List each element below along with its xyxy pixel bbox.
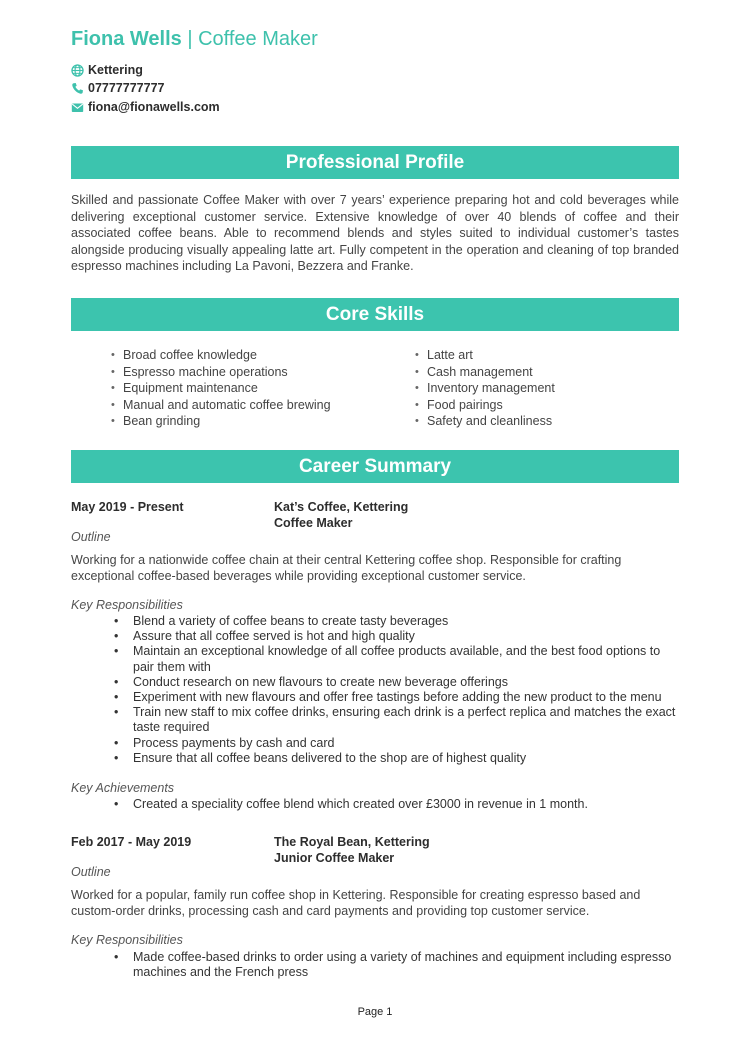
skill-item: • Manual and automatic coffee brewing [111,397,331,414]
resume-header [71,28,318,51]
candidate-name: Fiona Wells [71,28,182,50]
responsibility-item: • Ensure that all coffee beans delivered to the shop are of highest quality [133,751,679,766]
location-text: Kettering [88,63,143,77]
section-header-skills: Core Skills [71,298,679,331]
outline-label: Outline [71,865,111,879]
skill-item: • Latte art [415,347,555,364]
section-header-profile: Professional Profile [71,146,679,179]
responsibilities-label: Key Responsibilities [71,598,183,612]
job-company: Kat’s Coffee, Kettering [274,500,409,514]
responsibility-item: • Train new staff to mix coffee drinks, ensuring each drink is a perfect replica and matches the exact taste required [133,705,679,735]
responsibility-item: • Conduct research on new flavours to create new beverage offerings [133,675,679,690]
page-number: Page 1 [357,1006,393,1018]
responsibilities-list [133,950,679,980]
envelope-icon [71,101,84,114]
responsibility-item: • Blend a variety of coffee beans to create tasty beverages [133,614,679,629]
job-dates: May 2019 - Present [71,500,184,514]
responsibility-item: • Process payments by cash and card [133,736,679,751]
job-employer [274,835,430,866]
job-company: The Royal Bean, Kettering [274,835,430,849]
skill-item: • Bean grinding [111,413,331,430]
responsibility-item: • Made coffee-based drinks to order using a variety of machines and equipment including espresso machines and the French press [133,950,679,980]
skill-item: • Inventory management [415,380,555,397]
job-dates: Feb 2017 - May 2019 [71,835,192,849]
responsibility-item: • Assure that all coffee served is hot and high quality [133,629,679,644]
responsibility-item: • Experiment with new flavours and offer free tastings before adding the new product to the menu [133,690,679,705]
job-outline: Working for a nationwide coffee chain at their central Kettering coffee shop. Responsible for crafting exceptional coffee-based beverages while providing exceptional customer service. [71,553,622,583]
skills-list-left [111,347,331,430]
profile-text: Skilled and passionate Coffee Maker with over 7 years’ experience preparing hot and cold beverages while delivering exceptional customer service. Extensive knowledge of over 40 blends of coffee and their associated coffee beans. Able to recommend blends and styles suited to individual customer’s tastes alongside producing visually appealing latte art. Fully competent in the operation and cleaning of top branded espresso machines including La Pavoni, Bezzera and Franke. [71,193,679,273]
contact-email[interactable] [71,100,220,114]
achievements-label: Key Achievements [71,781,175,795]
skill-item: • Safety and cleanliness [415,413,555,430]
phone-icon [71,82,84,95]
skill-item: • Cash management [415,364,555,381]
skill-item: • Food pairings [415,397,555,414]
job-outline: Worked for a popular, family run coffee shop in Kettering. Responsible for creating espresso based and custom-order drinks, processing cash and card payments and providing top customer service. [71,888,641,918]
skill-item: • Espresso machine operations [111,364,331,381]
responsibilities-list [133,614,679,766]
job-title: Junior Coffee Maker [274,850,395,865]
section-header-career: Career Summary [71,450,679,483]
job-employer [274,500,408,531]
job-title: Coffee Maker [274,515,353,530]
achievement-item: • Created a speciality coffee blend which created over £3000 in revenue in 1 month. [133,797,679,812]
outline-label: Outline [71,530,111,544]
responsibility-item: • Maintain an exceptional knowledge of all coffee products available, and the best food options to pair them with [133,644,679,674]
contact-location [71,63,143,77]
skill-item: • Broad coffee knowledge [111,347,331,364]
achievements-list [133,797,679,812]
contact-phone [71,81,164,95]
phone-text: 07777777777 [88,81,165,95]
responsibilities-label: Key Responsibilities [71,933,183,947]
skill-item: • Equipment maintenance [111,380,331,397]
skills-list-right [415,347,555,430]
header-separator: | [181,28,199,50]
candidate-role: Coffee Maker [198,28,318,50]
email-text[interactable]: fiona@fionawells.com [88,100,220,114]
globe-icon [71,64,84,77]
